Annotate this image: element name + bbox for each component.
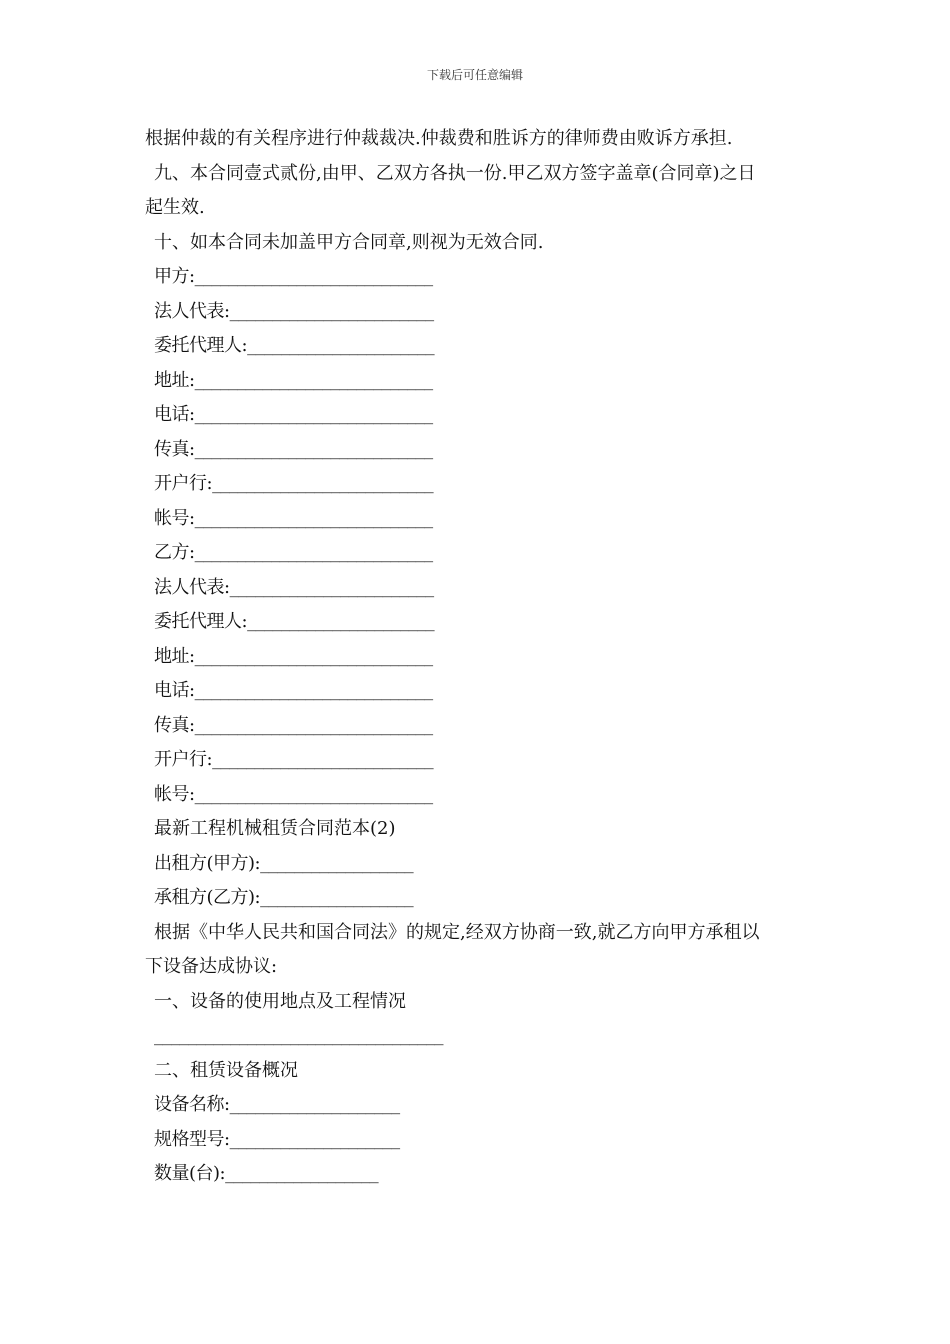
paragraph-arbitration: 根据仲裁的有关程序进行仲裁裁决.仲裁费和胜诉方的律师费由败诉方承担. <box>145 128 733 149</box>
heading-equipment: 二、租赁设备概况 <box>154 1059 298 1081</box>
party-a-phone-field: 电话:____________________________ <box>154 404 433 425</box>
party-b-field: 乙方:____________________________ <box>154 542 433 563</box>
intro-paragraph: 根据《中华人民共和国合同法》的规定,经双方协商一致,就乙方向甲方承租以 <box>154 921 760 943</box>
lessee-field: 承租方(乙方):__________________ <box>154 887 414 908</box>
intro-paragraph-continued: 下设备达成协议: <box>145 956 278 977</box>
party-b-phone-field: 电话:____________________________ <box>154 680 433 701</box>
party-a-agent-field: 委托代理人:______________________ <box>154 335 435 356</box>
party-b-bank-field: 开户行:__________________________ <box>154 749 434 770</box>
party-a-account-field: 帐号:____________________________ <box>154 507 433 529</box>
quantity-field: 数量(台):__________________ <box>154 1163 379 1184</box>
party-b-agent-field: 委托代理人:______________________ <box>154 611 435 632</box>
equipment-name-field: 设备名称:____________________ <box>154 1094 400 1115</box>
party-a-bank-field: 开户行:__________________________ <box>154 473 434 494</box>
document-body <box>145 122 825 1192</box>
model-field: 规格型号:____________________ <box>154 1128 400 1150</box>
party-a-address-field: 地址:____________________________ <box>154 369 433 391</box>
clause-nine-continued: 起生效. <box>145 197 205 218</box>
party-a-field: 甲方:____________________________ <box>154 266 433 287</box>
party-b-address-field: 地址:____________________________ <box>154 645 433 667</box>
clause-nine: 九、本合同壹式贰份,由甲、乙双方各执一份.甲乙双方签字盖章(合同章)之日 <box>154 162 756 184</box>
party-a-fax-field: 传真:____________________________ <box>154 438 433 460</box>
heading-location: 一、设备的使用地点及工程情况 <box>154 990 406 1012</box>
party-b-fax-field: 传真:____________________________ <box>154 714 433 736</box>
party-a-legal-rep-field: 法人代表:________________________ <box>154 300 434 322</box>
section-title: 最新工程机械租赁合同范本(2) <box>154 818 396 839</box>
clause-ten: 十、如本合同未加盖甲方合同章,则视为无效合同. <box>154 231 544 253</box>
lessor-field: 出租方(甲方):__________________ <box>154 852 414 874</box>
party-b-account-field: 帐号:____________________________ <box>154 783 433 805</box>
party-b-legal-rep-field: 法人代表:________________________ <box>154 576 434 598</box>
location-blank-line: __________________________________ <box>154 1025 443 1046</box>
page-header: 下载后可任意编辑 <box>426 68 523 82</box>
